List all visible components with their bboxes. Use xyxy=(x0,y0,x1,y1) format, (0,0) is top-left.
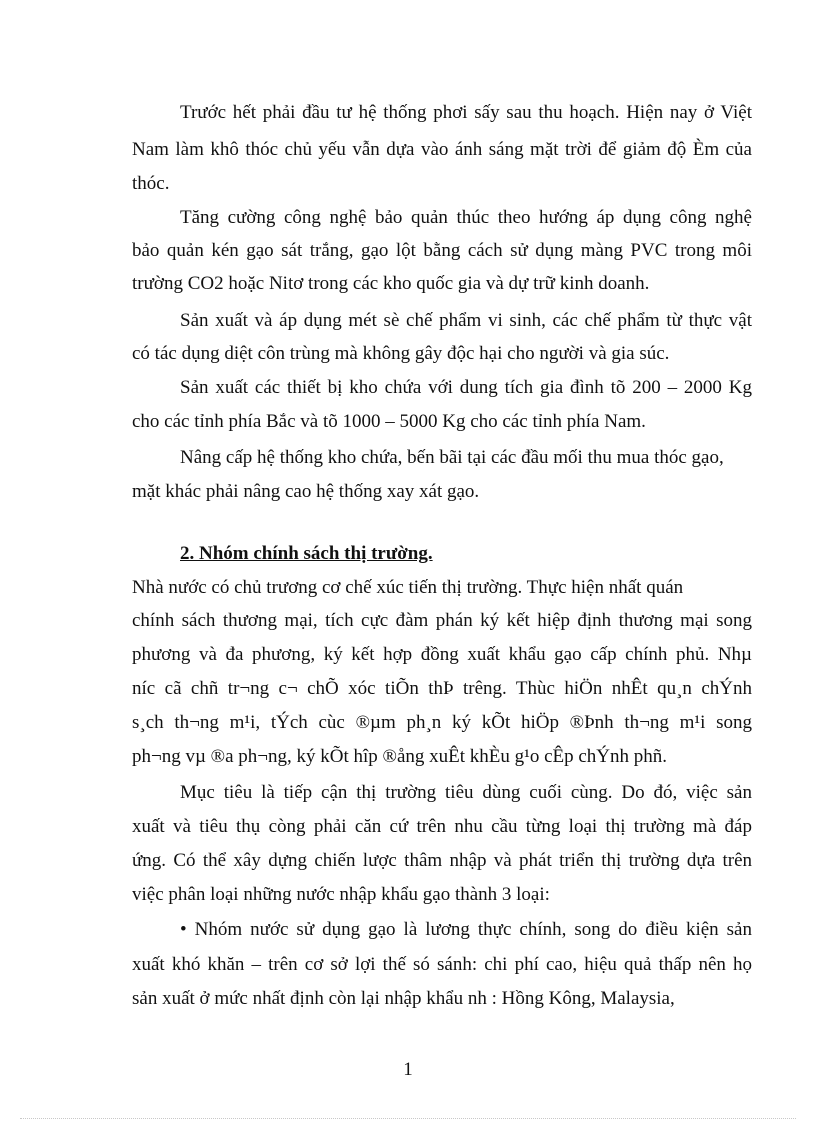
paragraph-line: xuất và tiêu thụ còng phải căn cứ trên nhu cầu từng loại thị trường mà đáp xyxy=(132,816,752,837)
paragraph-line: chính sách thương mại, tích cực đàm phán ký kết hiệp định thương mại song xyxy=(132,610,752,631)
paragraph-line: trường CO2 hoặc Nitơ trong các kho quốc gia và dự trữ kinh doanh. xyxy=(132,273,650,294)
paragraph-line: Tăng cường công nghệ bảo quản thúc theo hướng áp dụng công nghệ xyxy=(180,207,752,228)
paragraph-line: Sản xuất và áp dụng mét sè chế phẩm vi sinh, các chế phẩm từ thực vật xyxy=(180,310,752,331)
paragraph-line: Mục tiêu là tiếp cận thị trường tiêu dùng cuối cùng. Do đó, việc sản xyxy=(180,782,752,803)
paragraph-line: có tác dụng diệt côn trùng mà không gây độc hại cho người và gia súc. xyxy=(132,343,670,364)
page-bottom-divider xyxy=(20,1118,796,1119)
paragraph-line: xuất khó khăn – trên cơ sở lợi thế só sánh: chi phí cao, hiệu quả thấp nên họ xyxy=(132,954,752,975)
paragraph-line-garbled: ph¬ng vµ ®a ph¬ng, ký kÕt hîp ®ång xuÊt khÈu g¹o cÊp chÝnh phñ. xyxy=(132,746,668,767)
paragraph-line: sản xuất ở mức nhất định còn lại nhập khẩu nh : Hồng Kông, Malaysia, xyxy=(132,988,675,1009)
paragraph-line: Sản xuất các thiết bị kho chứa với dung tích gia đình tõ 200 – 2000 Kg xyxy=(180,377,752,398)
paragraph-line: việc phân loại những nước nhập khẩu gạo thành 3 loại: xyxy=(132,884,550,905)
page-number: 1 xyxy=(403,1059,413,1080)
paragraph-line: Trước hết phải đầu tư hệ thống phơi sấy sau thu hoạch. Hiện nay ở Việt xyxy=(180,102,752,123)
bullet-line: • Nhóm nước sử dụng gạo là lương thực chính, song do điều kiện sản xyxy=(180,919,752,940)
section-heading: 2. Nhóm chính sách thị trường. xyxy=(180,543,433,564)
paragraph-line: Nhà nước có chủ trương cơ chế xúc tiến thị trường. Thực hiện nhất quán xyxy=(132,577,684,598)
paragraph-line: Nam làm khô thóc chủ yếu vẫn dựa vào ánh sáng mặt trời để giảm độ Èm của xyxy=(132,139,752,160)
paragraph-line: Nâng cấp hệ thống kho chứa, bến bãi tại các đầu mối thu mua thóc gạo, xyxy=(180,447,724,468)
paragraph-line: phương và đa phương, ký kết hợp đồng xuất khẩu gạo cấp chính phủ. Nhµ xyxy=(132,644,752,665)
paragraph-line: ứng. Có thể xây dựng chiến lược thâm nhập và phát triển thị trường dựa trên xyxy=(132,850,752,871)
paragraph-line: mặt khác phải nâng cao hệ thống xay xát gạo. xyxy=(132,481,480,502)
paragraph-line-garbled: s¸ch th¬ng m¹i, tÝch cùc ®µm ph¸n ký kÕt hiÖp ®Þnh th¬ng m¹i song xyxy=(132,712,752,733)
paragraph-line-garbled: níc cã chñ tr¬ng c¬ chÕ xóc tiÕn thÞ trêng. Thùc hiÖn nhÊt qu¸n chÝnh xyxy=(132,678,752,699)
paragraph-line: cho các tỉnh phía Bắc và tõ 1000 – 5000 Kg cho các tỉnh phía Nam. xyxy=(132,411,646,432)
paragraph-line: bảo quản kén gạo sát trắng, gạo lột bằng cách sử dụng màng PVC trong môi xyxy=(132,240,752,261)
paragraph-line: thóc. xyxy=(132,173,170,194)
